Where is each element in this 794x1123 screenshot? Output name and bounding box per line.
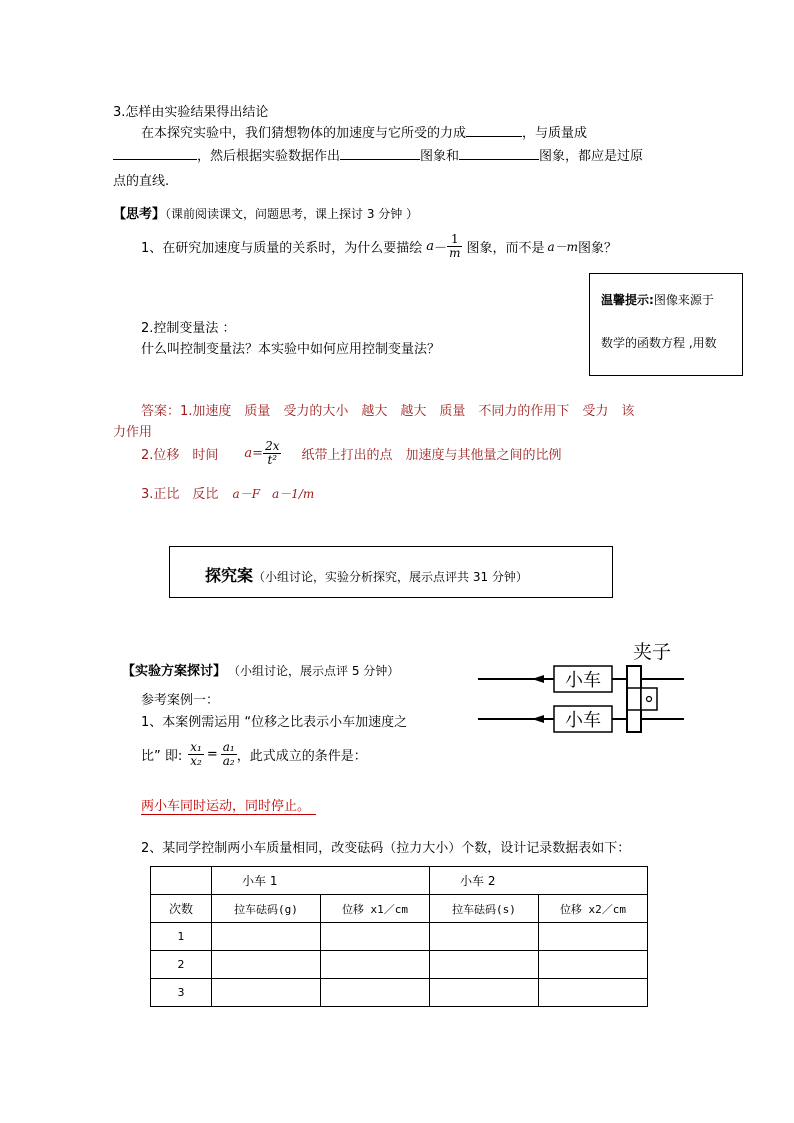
tip-line1-text: 图像来源于	[653, 293, 714, 307]
section3-line2	[113, 145, 643, 164]
table-row	[151, 923, 648, 951]
table-row-index: 2	[151, 951, 212, 979]
table-cell[interactable]	[539, 979, 648, 1007]
blank-graph2[interactable]	[459, 147, 539, 160]
table-row-index: 3	[151, 979, 212, 1007]
data-table	[150, 866, 648, 1007]
think-q1-text-c: 图象？	[578, 240, 618, 256]
table-header-cell: 次数	[151, 895, 212, 923]
table-cell[interactable]	[430, 951, 539, 979]
table-row	[151, 979, 648, 1007]
table-header-cell: 位移 x1／cm	[321, 895, 430, 923]
think-heading	[113, 203, 418, 222]
answer-line2-eq: a=	[244, 445, 264, 461]
blank-mass[interactable]	[113, 147, 197, 160]
tip-line2: 数学的函数方程 ,用数	[601, 336, 717, 350]
answer-line3-text-a: 3.正比 反比	[141, 487, 219, 502]
inquiry-box	[169, 546, 613, 598]
table-cell[interactable]	[539, 951, 648, 979]
plan-item1-text-c: ，此式成立的条件是：	[236, 748, 367, 764]
table-row	[151, 951, 648, 979]
table-cell[interactable]	[430, 923, 539, 951]
table-row-index: 1	[151, 923, 212, 951]
inquiry-note: （小组讨论，实验分析探究，展示点评共 31 分钟）	[253, 570, 528, 584]
think-note: （课前阅读课文，问题思考，课上探讨 3 分钟 ）	[165, 207, 419, 221]
section3-heading: 3.怎样由实验结果得出结论	[113, 105, 269, 120]
section3-line1-text-a: 在本探究实验中，我们猜想物体的加速度与它所受的力成	[141, 126, 467, 141]
think-q1-var-a: a	[426, 238, 435, 254]
answer-line2-text-a: 2.位移 时间	[141, 447, 219, 463]
plan-heading	[122, 660, 399, 679]
section3-line2-text-b: 图象和	[420, 149, 460, 164]
section3-line1-text-b: ，与质量成	[522, 126, 588, 141]
section3-line3: 点的直线.	[113, 174, 170, 189]
plan-ref: 参考案例一：	[141, 693, 220, 708]
blank-graph1[interactable]	[340, 147, 420, 160]
table-group1: 小车 1	[212, 867, 430, 895]
clip-latch	[641, 688, 657, 710]
think-q1-frac-den: m	[449, 245, 461, 260]
tip-box	[589, 273, 743, 376]
table-cell[interactable]	[430, 979, 539, 1007]
table-header-cell: 位移 x2／cm	[539, 895, 648, 923]
bottom-cart-label: 小车	[565, 710, 601, 731]
ratio-x1: x₁	[190, 740, 202, 754]
plan-item1-text-b: 比” 即:	[141, 748, 183, 764]
think-q1-text-b: 图象，而不是	[466, 240, 545, 256]
table-empty-corner	[151, 867, 212, 895]
clip-bar	[627, 666, 641, 732]
plan-item1-line2	[141, 741, 367, 767]
think-label: 【思考】	[113, 207, 166, 222]
minus-sign: －	[434, 240, 448, 256]
ratio-a-fraction	[221, 741, 237, 767]
table-header-cell: 拉车砝码(g)	[212, 895, 321, 923]
think-q1-frac-num: 1	[447, 233, 462, 247]
clip-label: 夹子	[633, 641, 672, 663]
inquiry-heading	[205, 563, 528, 586]
table-group2: 小车 2	[430, 867, 648, 895]
answer-line3	[141, 483, 314, 502]
table-header-cell: 拉车砝码(s)	[430, 895, 539, 923]
think-q2-text: 什么叫控制变量法？本实验中如何应用控制变量法？	[141, 342, 441, 357]
think-q1-text-a: 1、在研究加速度与质量的关系时，为什么要描绘	[141, 240, 423, 256]
think-q2-title: 2.控制变量法 ：	[141, 321, 236, 336]
plan-item1-line1: 1、本案例需运用 “位移之比表示小车加速度之	[141, 715, 408, 730]
top-arrow-icon	[532, 675, 544, 683]
answer-line1: 答案：1.加速度 质量 受力的大小 越大 越大 质量 不同力的作用下 受力 该	[141, 404, 635, 419]
answer-line2	[141, 440, 561, 466]
table-cell[interactable]	[321, 979, 430, 1007]
table-cell[interactable]	[212, 979, 321, 1007]
table-cell[interactable]	[539, 923, 648, 951]
answer-frac-num: 2x	[265, 439, 280, 453]
answer-line2-text-b: 纸带上打出的点 加速度与其他量之间的比例	[301, 447, 562, 463]
table-cell[interactable]	[212, 951, 321, 979]
ratio-x-fraction	[188, 741, 204, 767]
plan-label: 【实验方案探讨】	[122, 664, 227, 679]
answer-line2-fraction	[263, 440, 281, 466]
answer-line1-cont: 力作用	[113, 425, 153, 440]
answer-frac-den: t²	[267, 452, 278, 467]
think-q1-am: a－m	[547, 239, 579, 254]
table-cell[interactable]	[212, 923, 321, 951]
plan-note: （小组讨论，展示点评 5 分钟）	[234, 664, 400, 678]
think-q1	[141, 233, 617, 259]
think-q1-fraction	[447, 233, 462, 259]
table-group-row	[151, 867, 648, 895]
equals-sign: =	[206, 746, 218, 762]
section3-line2-text-c: 图象，都应是过原	[539, 149, 644, 164]
bottom-arrow-icon	[532, 715, 544, 723]
answer-line3-text-b: a－F a－1/m	[232, 487, 315, 501]
cart-diagram	[470, 636, 710, 746]
section3-line1	[141, 122, 587, 141]
inquiry-title: 探究案	[205, 566, 254, 585]
table-cell[interactable]	[321, 951, 430, 979]
table-header-row	[151, 895, 648, 923]
plan-answer: 两小车同时运动，同时停止。	[141, 795, 316, 815]
plan-item2: 2、某同学控制两小车质量相同，改变砝码（拉力大小）个数，设计记录数据表如下：	[141, 841, 631, 856]
tip-line1	[601, 291, 714, 308]
blank-force[interactable]	[466, 124, 522, 137]
table-cell[interactable]	[321, 923, 430, 951]
ratio-a1: a₁	[222, 740, 235, 754]
top-cart-label: 小车	[565, 670, 601, 691]
ratio-a2: a₂	[222, 753, 235, 768]
section3-line2-text-a: ，然后根据实验数据作出	[197, 149, 341, 164]
tip-label: 温馨提示:	[601, 293, 654, 307]
ratio-x2: x₂	[190, 753, 202, 768]
